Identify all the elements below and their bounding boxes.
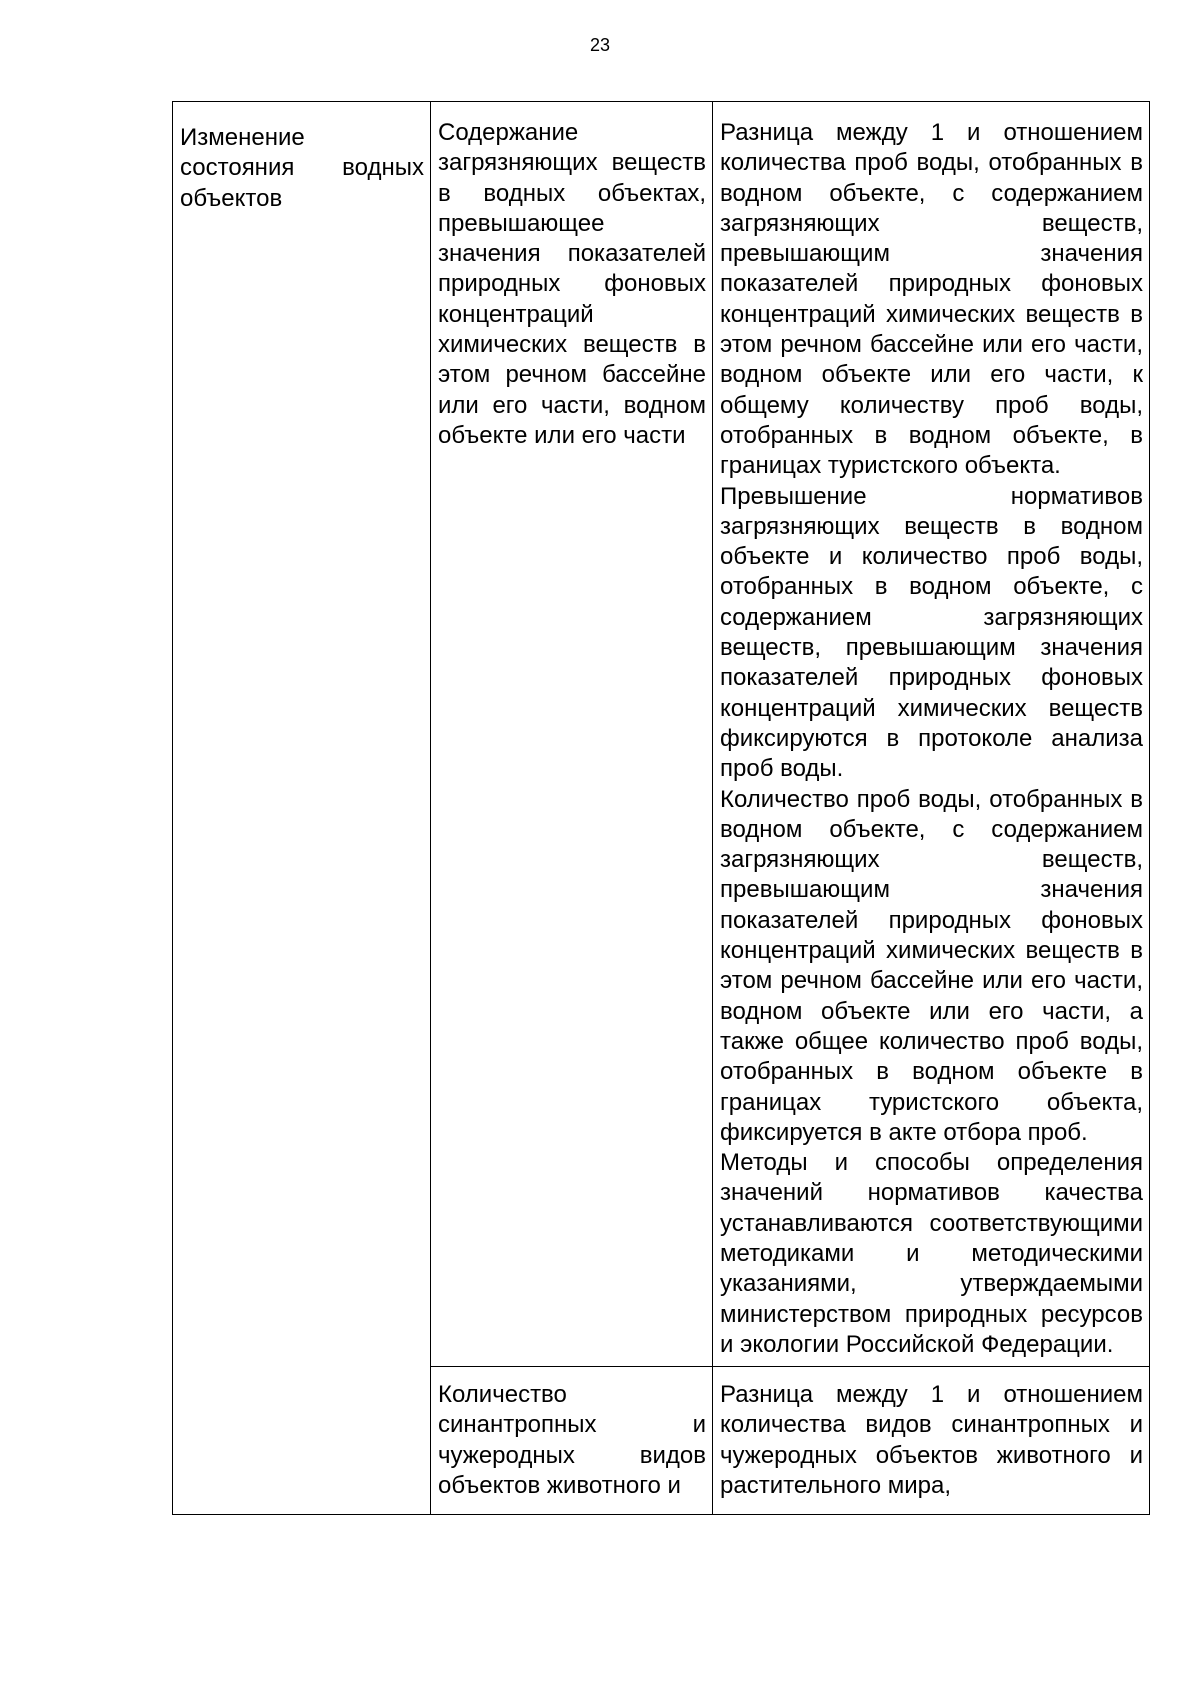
table-row bbox=[173, 102, 1150, 1367]
criterion-cell bbox=[431, 102, 713, 1367]
criteria-table bbox=[172, 101, 1150, 1515]
method-paragraph: Количество проб воды, отобранных в водном объекте, с содержанием загрязняющих веществ, превышающим значения показателей природных фоновых концентраций химических веществ в этом речном бассейне или его части, водном объекте или его части, а также общее количество проб воды, отобранных в водном объекте в границах туристского объекта, фиксируется в акте отбора проб. bbox=[720, 785, 1143, 1146]
criterion-text: Количество синантропных и чужеродных видов объектов животного и bbox=[438, 1381, 706, 1500]
criterion-text: Содержание загрязняющих веществ в водных объектах, превышающее значения показателей природных фоновых концентраций химических веществ в этом речном бассейне или его части, водном объекте или его части bbox=[438, 119, 706, 449]
page-number: 23 bbox=[589, 35, 611, 55]
method-cell bbox=[713, 1367, 1150, 1515]
method-paragraph: Разница между 1 и отношением количества проб воды, отобранных в водном объекте, с содержанием загрязняющих веществ, превышающим значения показателей природных фоновых концентраций химических веществ в этом речном бассейне или его части, водном объекте или его части, к общему количеству проб воды, отобранных в водном объекте, в границах туристского объекта. bbox=[720, 119, 1143, 480]
indicator-text: Изменение состояния водных объектов bbox=[180, 124, 424, 212]
indicator-cell bbox=[173, 102, 431, 1515]
method-paragraph: Превышение нормативов загрязняющих веществ в водном объекте и количество проб воды, отобранных в водном объекте, с содержанием загрязняющих веществ, превышающим значения показателей природных фоновых концентраций химических веществ фиксируются в протоколе анализа проб воды. bbox=[720, 482, 1143, 783]
method-text: Разница между 1 и отношением количества видов синантропных и чужеродных объектов животного и растительного мира, bbox=[720, 1381, 1143, 1500]
method-cell bbox=[713, 102, 1150, 1367]
method-paragraph: Методы и способы определения значений нормативов качества устанавливаются соответствующими методиками и методическими указаниями, утверждаемыми министерством природных ресурсов и экологии Российской Федерации. bbox=[720, 1149, 1143, 1358]
criterion-cell bbox=[431, 1367, 713, 1515]
